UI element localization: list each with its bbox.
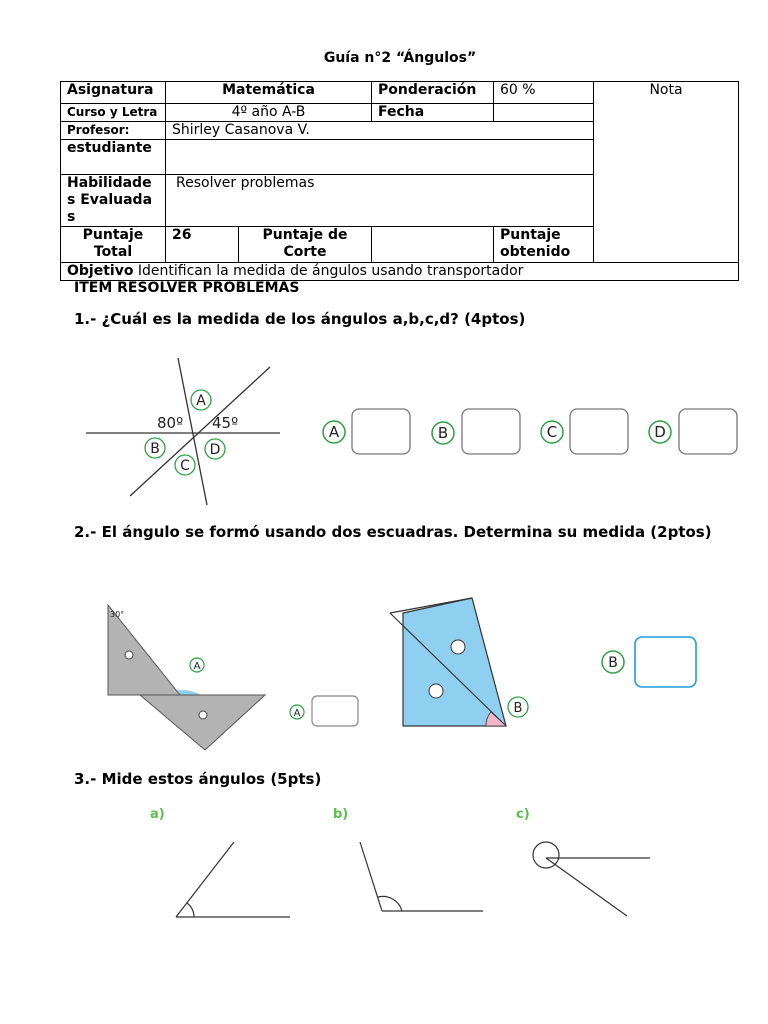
nota-cell[interactable]: Nota [594,82,739,263]
svg-text:B: B [608,655,618,671]
q3-angle-b [360,842,483,911]
page-title: Guía n°2 “Ángulos” [323,50,477,66]
objetivo-label: Objetivo [67,263,134,279]
q1-labels [157,414,238,432]
q1-answers [323,409,737,454]
habilidad-value: Resolver problemas [166,175,594,227]
q1-answer-b[interactable] [432,409,520,454]
q3-angle-a [176,842,290,917]
svg-text:B: B [150,441,160,457]
q2-figure-b [390,598,528,726]
q2-hole-3 [451,640,465,654]
svg-text:D: D [209,442,221,458]
puntaje-total-label: Puntaje Total [61,227,166,263]
svg-text:B: B [437,424,449,442]
ponderacion-value: 60 % [494,82,594,104]
q3-label-c: c) [516,807,530,822]
estudiante-label: estudiante [61,140,166,175]
q2-figure-a [108,605,265,750]
q3-label-a: a) [150,807,165,822]
q2-set-square-2 [140,695,265,750]
fecha-label: Fecha [372,104,494,122]
profesor-label: Profesor: [61,122,166,140]
puntaje-obtenido-label: Puntaje obtenido [494,227,594,263]
q3-labels [150,807,530,822]
svg-text:C: C [546,423,558,441]
curso-label: Curso y Letra [61,104,166,122]
q1-angle-45: 45º [212,414,239,432]
q2-answer-a[interactable] [290,696,358,726]
curso-value: 4º año A-B [166,104,372,122]
svg-text:C: C [180,458,190,474]
q1-marker-b [145,438,165,458]
q2-set-square-3 [403,598,506,726]
svg-text:B: B [513,701,523,716]
svg-text:A: A [293,708,301,719]
q1-marker-c [175,455,195,475]
svg-text:D: D [654,423,666,441]
q3-angles [176,842,650,917]
q1-answer-box-d[interactable] [679,409,737,454]
profesor-value: Shirley Casanova V. [166,122,594,140]
q2-answer-box-a[interactable] [312,696,358,726]
ponderacion-label: Ponderación [372,82,494,104]
q1-answer-box-c[interactable] [570,409,628,454]
q1-answer-c[interactable] [541,409,628,454]
q2-answer-b[interactable] [602,637,696,687]
objetivo-value: Identifican la medida de ángulos usando transportador [137,263,524,279]
q1-diagonal-line [130,367,270,496]
habilidad-label: Habilidades Evaluadas [61,175,166,227]
question-1: 1.- ¿Cuál es la medida de los ángulos a,b,c,d? (4ptos) [74,310,526,328]
q3-label-b: b) [333,807,349,822]
asignatura-label: Asignatura [61,82,166,104]
q2-angle-30: 30° [110,610,125,619]
question-3: 3.- Mide estos ángulos (5pts) [74,770,322,788]
q2-hole-1 [125,651,133,659]
item-title: ITEM RESOLVER PROBLEMAS [74,280,300,296]
svg-text:A: A [193,661,201,672]
svg-text:A: A [196,393,206,409]
q1-answer-box-b[interactable] [462,409,520,454]
q2-answer-box-b[interactable] [635,637,696,687]
q1-answer-a[interactable] [323,409,410,454]
q1-answer-d[interactable] [649,409,737,454]
q2-hole-2 [199,711,207,719]
q1-marker-d [205,439,225,459]
q1-answer-box-a[interactable] [352,409,410,454]
q1-marker-a [191,390,211,410]
question-2: 2.- El ángulo se formó usando dos escuadras. Determina su medida (2ptos) [74,523,712,541]
svg-text:A: A [328,423,340,441]
puntaje-total-value: 26 [166,227,239,263]
q2-hole-4 [429,684,443,698]
asignatura-value: Matemática [166,82,372,104]
q3-angle-c [533,842,650,916]
q1-angle-80: 80º [157,414,184,432]
puntaje-corte-label: Puntaje de Corte [239,227,372,263]
